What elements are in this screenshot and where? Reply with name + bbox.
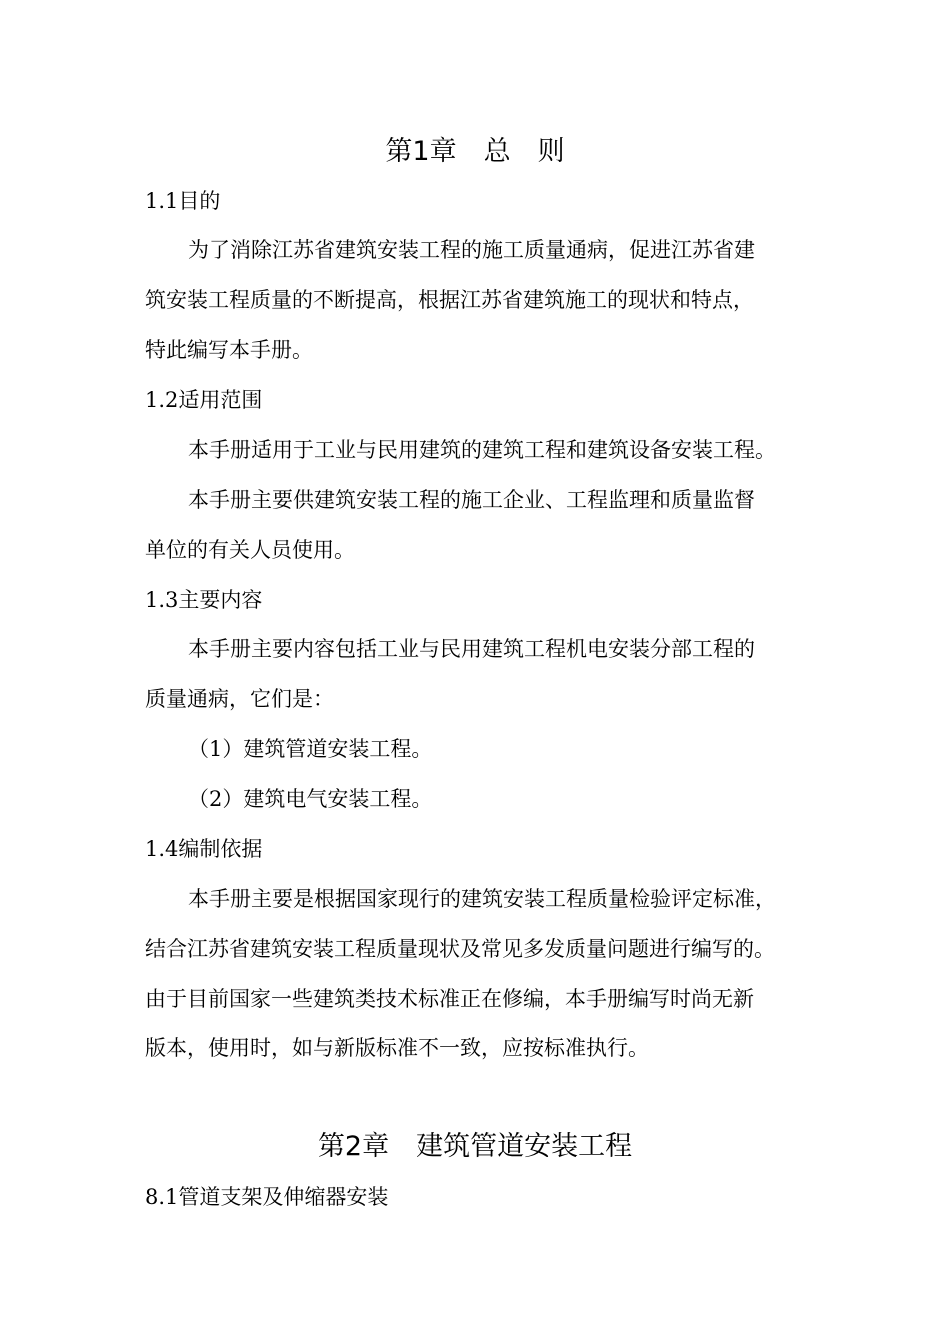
paragraph-line: 筑安装工程质量的不断提高，根据江苏省建筑施工的现状和特点， [145,288,754,312]
paragraph-line: 特此编写本手册。 [145,338,313,362]
paragraph-line: 本手册主要内容包括工业与民用建筑工程机电安装分部工程的 [188,637,755,661]
paragraph-line: 本手册主要供建筑安装工程的施工企业、工程监理和质量监督 [188,488,755,512]
paragraph-line: 为了消除江苏省建筑安装工程的施工质量通病，促进江苏省建 [188,238,755,262]
paragraph-line: 版本，使用时，如与新版标准不一致，应按标准执行。 [145,1036,649,1060]
paragraph-line: 结合江苏省建筑安装工程质量现状及常见多发质量问题进行编写的。 [145,937,775,961]
section-1-4-heading: 1.4编制依据 [145,837,263,861]
section-1-2-heading: 1.2适用范围 [145,388,263,412]
paragraph-line: 本手册适用于工业与民用建筑的建筑工程和建筑设备安装工程。 [188,438,776,462]
paragraph-line: 本手册主要是根据国家现行的建筑安装工程质量检验评定标准， [188,887,776,911]
paragraph-line: 质量通病，它们是： [145,687,334,711]
chapter-2-title: 第2章 建筑管道安装工程 [317,1131,633,1162]
paragraph-line: 单位的有关人员使用。 [145,538,355,562]
section-1-1-heading: 1.1目的 [145,189,221,213]
section-1-3-heading: 1.3主要内容 [145,588,263,612]
section-8-1-heading: 8.1管道支架及伸缩器安装 [145,1185,389,1209]
paragraph-line: 由于目前国家一些建筑类技术标准正在修编，本手册编写时尚无新 [145,987,754,1011]
list-item: （2）建筑电气安装工程。 [188,787,433,811]
list-item: （1）建筑管道安装工程。 [188,737,433,761]
chapter-1-title: 第1章 总 则 [385,136,565,167]
